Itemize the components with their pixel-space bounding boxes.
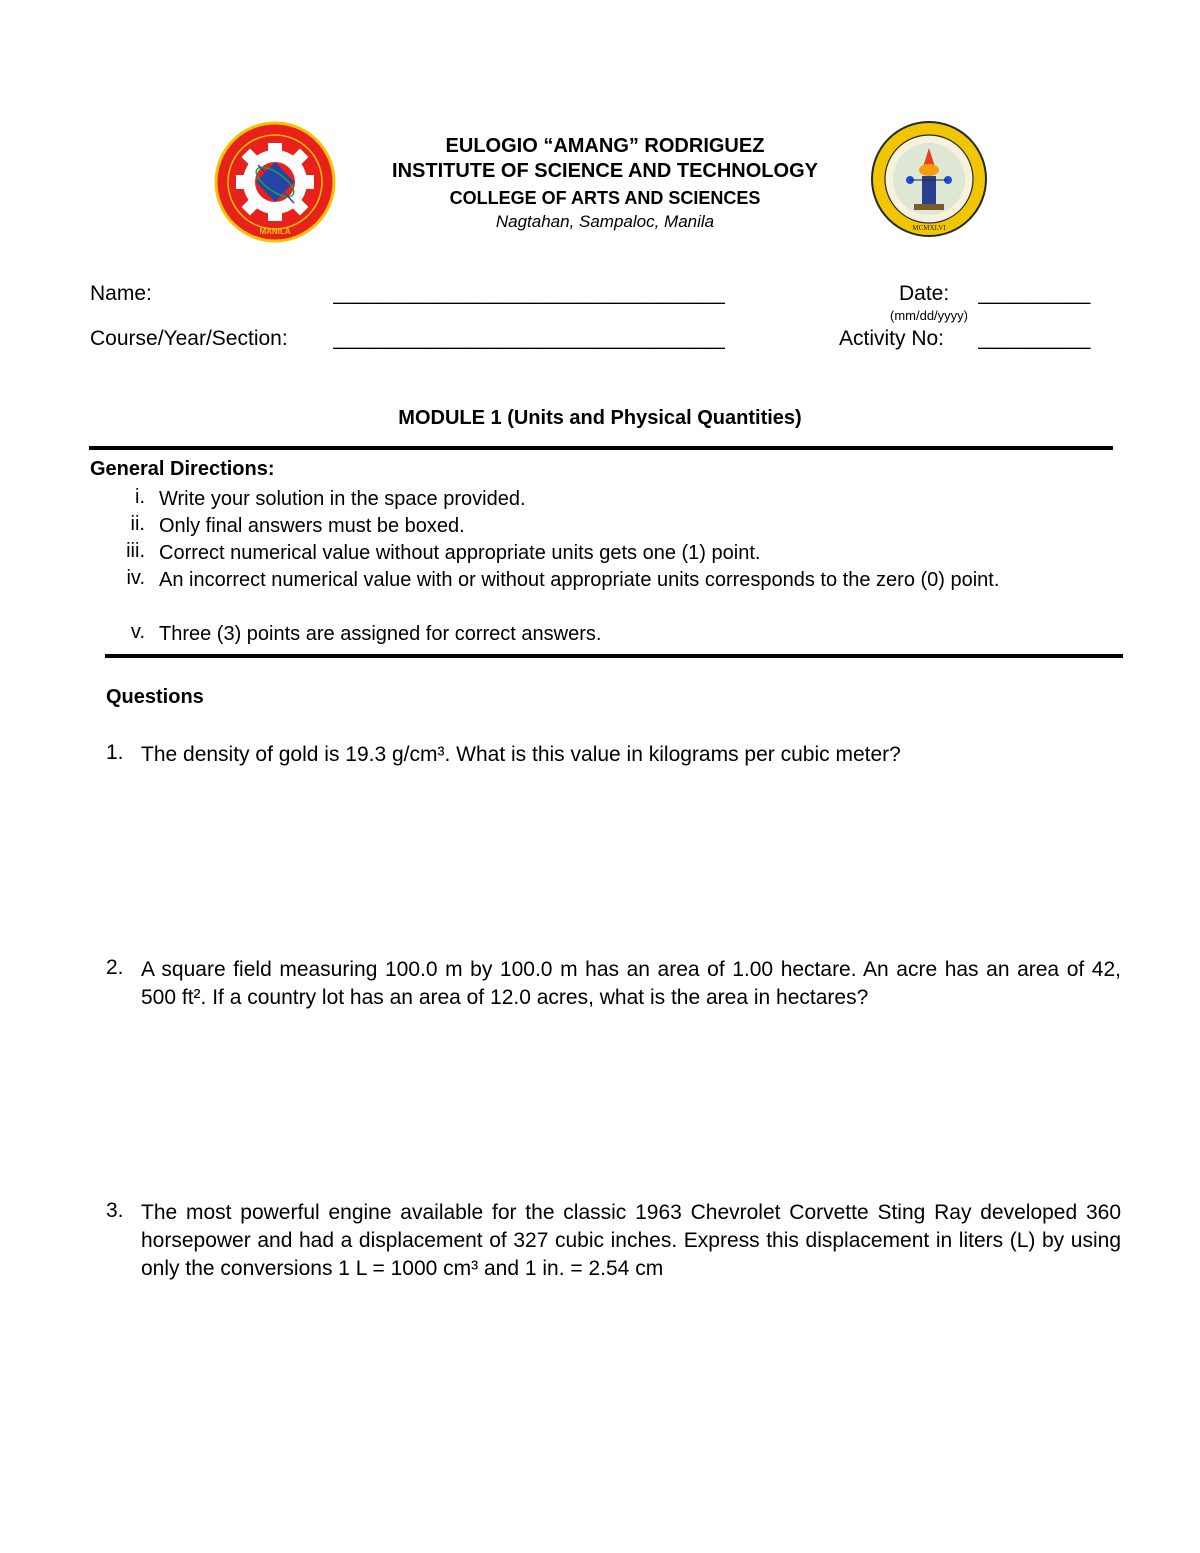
directions-heading: General Directions: [90, 458, 275, 480]
header-address: Nagtahan, Sampaloc, Manila [495, 212, 715, 231]
name-label: Name: [90, 282, 152, 305]
direction-number: iii. [126, 540, 145, 562]
college-seal [870, 120, 988, 238]
question-text: The density of gold is 19.3 g/cm³. What is this value in kilograms per cubic meter? [141, 743, 901, 766]
name-blank: ___________________________________ [333, 282, 725, 305]
questions-heading: Questions [106, 686, 204, 708]
question-number: 3. [106, 1199, 124, 1222]
course-year-section-label: Course/Year/Section: [90, 327, 288, 350]
activity-no-label: Activity No: [839, 327, 945, 350]
question-text: The most powerful engine available for the classic 1963 Chevrolet Corvette Sting Ray developed 360 horsepower and had a displacement of 327 cubic inches. Express this displacement in liters (L) by using only the conversions 1 L = 1000 cm³ and 1 in. = 2.54 cm [141, 1201, 1121, 1280]
header-college-name: COLLEGE OF ARTS AND SCIENCES [449, 188, 761, 208]
module-title: MODULE 1 (Units and Physical Quantities) [398, 407, 802, 429]
direction-text: Write your solution in the space provided. [159, 488, 526, 510]
direction-text: An incorrect numerical value with or without appropriate units corresponds to the zero (0) point. [159, 569, 1000, 591]
direction-number: iv. [126, 567, 145, 589]
activity-no-blank: __________ [978, 327, 1090, 350]
direction-text: Three (3) points are assigned for correct answers. [159, 623, 602, 645]
question-number: 1. [106, 741, 124, 764]
date-label: Date: [899, 282, 950, 305]
date-format-hint: (mm/dd/yyyy) [890, 308, 968, 323]
header-school-name: EULOGIO “AMANG” RODRIGUEZ [445, 135, 765, 157]
course-year-section-blank: ___________________________________ [333, 327, 725, 350]
header-institute-name: INSTITUTE OF SCIENCE AND TECHNOLOGY [392, 160, 818, 182]
question-text: A square field measuring 100.0 m by 100.0 m has an area of 1.00 hectare. An acre has an area of 42, 500 ft². If a country lot has an area of 12.0 acres, what is the area in hectares? [141, 958, 1121, 1009]
direction-text: Correct numerical value without appropriate units gets one (1) point. [159, 542, 761, 564]
direction-text: Only final answers must be boxed. [159, 515, 465, 537]
left-logo-text: MANILA [259, 227, 291, 236]
rule-top [89, 446, 1113, 450]
direction-number: v. [130, 621, 145, 643]
right-logo-text: MCMXLVI [912, 224, 946, 232]
direction-number: i. [135, 486, 145, 508]
question-number: 2. [106, 956, 124, 979]
institute-logo [214, 121, 336, 243]
rule-bottom [105, 654, 1123, 658]
date-blank: __________ [978, 282, 1090, 305]
direction-number: ii. [130, 513, 145, 535]
